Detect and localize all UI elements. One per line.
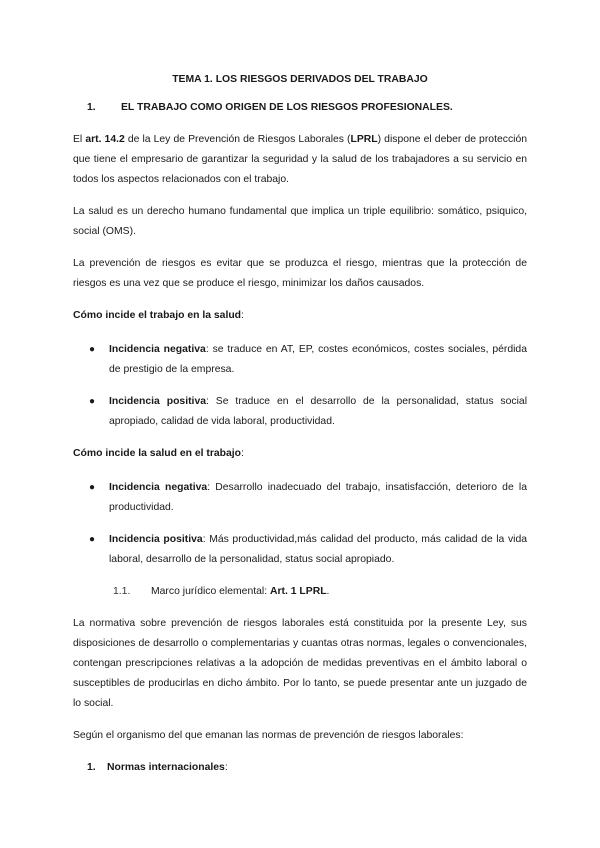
- list-item-term: Incidencia positiva: [109, 396, 206, 407]
- list-item: [89, 340, 527, 380]
- item-label: [107, 758, 228, 778]
- article-reference: Art. 1 LPRL: [269, 586, 327, 597]
- para1-pre: El: [73, 134, 86, 145]
- list-work-on-health: [73, 340, 527, 432]
- paragraph-organismo: Según el organismo del que emanan las normas de prevención de riesgos laborales:: [73, 730, 464, 741]
- list-item-text: : Desarrollo inadecuado del trabajo, insatisfacción, deterioro de la productividad.: [109, 482, 527, 513]
- subheading-text: Cómo incide el trabajo en la salud: [73, 310, 242, 321]
- subheading-colon: :: [241, 310, 244, 321]
- section-label: [151, 582, 329, 602]
- section-heading-1-1: [73, 582, 527, 602]
- bullet-icon: ●: [89, 534, 96, 545]
- law-abbreviation: LPRL: [350, 134, 378, 145]
- list-item-term: Incidencia positiva: [109, 534, 203, 545]
- paragraph-health-definition: La salud es un derecho humano fundamental que implica un triple equilibrio: somático, psiquico, social (OMS).: [73, 206, 527, 237]
- bullet-icon: ●: [89, 482, 96, 493]
- subheading-text: Cómo incide la salud en el trabajo: [73, 448, 242, 459]
- section-number: 1.1.: [113, 586, 131, 597]
- list-item: [89, 530, 528, 570]
- item-label-text: Normas internacionales: [107, 762, 225, 773]
- section-label-text: Marco jurídico elemental:: [151, 586, 270, 597]
- document-title: TEMA 1. LOS RIESGOS DERIVADOS DEL TRABAJO: [172, 74, 428, 85]
- section-label: EL TRABAJO COMO ORIGEN DE LOS RIESGOS PROFESIONALES.: [121, 102, 453, 113]
- paragraph-art-14-2: [73, 130, 527, 190]
- section-heading-1: [73, 98, 527, 118]
- item-colon: :: [224, 762, 228, 773]
- subheading-work-on-health: [73, 306, 527, 326]
- subheading-colon: :: [241, 448, 244, 459]
- list-item: [89, 478, 527, 518]
- bullet-icon: ●: [89, 396, 96, 407]
- paragraph-prevention: La prevención de riesgos es evitar que se produzca el riesgo, mientras que la protección de riesgos es una vez que se produce el riesgo, minimizar los daños causados.: [73, 258, 527, 289]
- list-item-text: : se traduce en AT, EP, costes económicos, costes sociales, pérdida de prestigio de la empresa.: [109, 344, 527, 375]
- para1-post: ) dispone el deber de protección que tiene el empresario de garantizar la seguridad y la salud de los trabajadores a su servicio en todos los aspectos relacionados con el trabajo.: [73, 134, 528, 185]
- numbered-item-international: [73, 758, 527, 778]
- article-reference: art. 14.2: [85, 134, 125, 145]
- list-item-text: : Se traduce en el desarrollo de la personalidad, status social apropiado, calidad de vida laboral, productividad.: [109, 396, 527, 427]
- list-health-on-work: [73, 478, 527, 570]
- section-number: 1.: [87, 102, 96, 113]
- section-label-end: .: [326, 586, 330, 597]
- list-item-term: Incidencia negativa: [109, 482, 208, 493]
- list-item-text: : Más productividad,más calidad del producto, más calidad de la vida laboral, desarrollo de la personalidad, status social apropiado.: [109, 534, 528, 565]
- item-number: 1.: [87, 762, 96, 773]
- list-item-term: Incidencia negativa: [109, 344, 206, 355]
- para1-mid: de la Ley de Prevención de Riesgos Laborales (: [124, 134, 351, 145]
- paragraph-normativa: La normativa sobre prevención de riesgos laborales está constituida por la presente Ley, sus disposiciones de desarrollo o complementarias y cuantas otras normas, legales o convencionales, contengan prescripciones relativas a la adopción de medidas preventivas en el ámbito laboral o susceptibles de producirlas en dicho ámbito. Por lo tanto, se puede presentar ante un juzgado de lo social.: [73, 618, 527, 709]
- bullet-icon: ●: [89, 344, 96, 355]
- list-item: [89, 392, 527, 432]
- subheading-health-on-work: [73, 444, 527, 464]
